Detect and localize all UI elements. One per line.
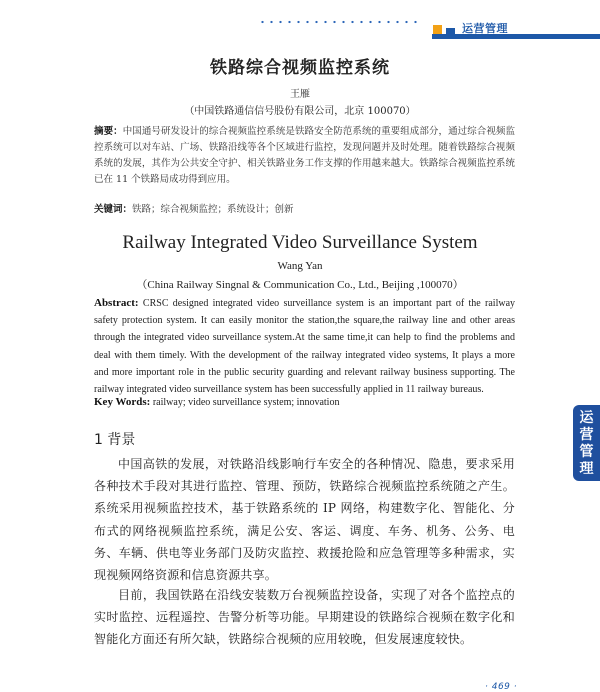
side-tab-char: 管 (579, 444, 594, 460)
section-tag: 运营管理 (462, 22, 508, 35)
chinese-abstract (94, 124, 515, 188)
english-abstract (94, 295, 515, 398)
keywords-text: 铁路；综合视频监控；系统设计；创新 (132, 204, 294, 215)
section-heading: 1 背景 (94, 432, 136, 448)
english-author: Wang Yan (277, 260, 323, 272)
header-rule (432, 34, 600, 39)
side-tab-char: 运 (579, 410, 594, 426)
english-keywords (94, 396, 515, 408)
side-tab-char: 营 (579, 427, 594, 443)
chinese-affiliation: （中国铁路通信信号股份有限公司，北京 100070） (184, 106, 416, 117)
side-section-tab (573, 405, 600, 481)
side-tab-char: 理 (579, 461, 594, 477)
english-affiliation: （China Railway Singnal & Communication Co., Ltd., Beijing ,100070） (136, 279, 464, 291)
keywords-label: 关键词： (94, 204, 133, 215)
english-title: Railway Integrated Video Surveillance System (122, 232, 478, 253)
header-orange-square (433, 25, 442, 34)
abstract-label: Abstract: (94, 297, 139, 309)
abstract-text: CRSC designed integrated video surveillance system is an important part of the railway safety protection system. It can easily monitor the station,the square,the railway line and other areas through the integrated video surveillance system.At the same time,it can help to find the problems and deal with them timely. With the development of the railway integrated video systems, It plays a more and more important role in the public security guarding and relevant railway business supporting. The railway integrated video surveillance system has been successfully applied in 11 railway bureaus. (94, 298, 516, 396)
header-dot-rule (258, 20, 418, 24)
chinese-keywords (94, 201, 515, 215)
body-paragraph: 中国高铁的发展，对铁路沿线影响行车安全的各种情况、隐患，要求采用各种技术手段对其进行监控、管理、预防，铁路综合视频监控系统随之产生。系统采用视频监控技术，基于铁路系统的 IP 网络，构建数字化、智能化、分布式的网络视频监控系统，满足公安、客运、调度、车务、机务、公务、电务、车辆、供电等业务部门及防灾监控、救援抢险和应急管理等多种需求，实现视频网络资源和信息资源共享。 (94, 457, 515, 583)
page-number: · 469 · (485, 682, 518, 692)
keywords-text: railway; video surveillance system; innovation (152, 397, 340, 408)
abstract-text: 中国通号研发设计的综合视频监控系统是铁路安全防范系统的重要组成部分，通过综合视频监控系统可以对车站、广场、铁路沿线等各个区域进行监控，发现问题并及时处理。随着铁路综合视频系统的发展，其作为公共安全守护、相关铁路业务工作支撑的作用越来越大。铁路综合视频监控系统已在 11 个铁路局成功得到应用。 (94, 126, 515, 185)
body-paragraph: 目前，我国铁路在沿线安装数万台视频监控设备，实现了对各个监控点的实时监控、远程遥控、告警分析等功能。早期建设的铁路综合视频在数字化和智能化方面还有所欠缺，铁路综合视频的应用较晚，但发展速度较快。 (94, 588, 515, 647)
chinese-author: 王雁 (290, 89, 310, 100)
abstract-label: 摘要： (94, 126, 123, 137)
keywords-label: Key Words: (94, 396, 151, 408)
chinese-title: 铁路综合视频监控系统 (210, 58, 390, 78)
